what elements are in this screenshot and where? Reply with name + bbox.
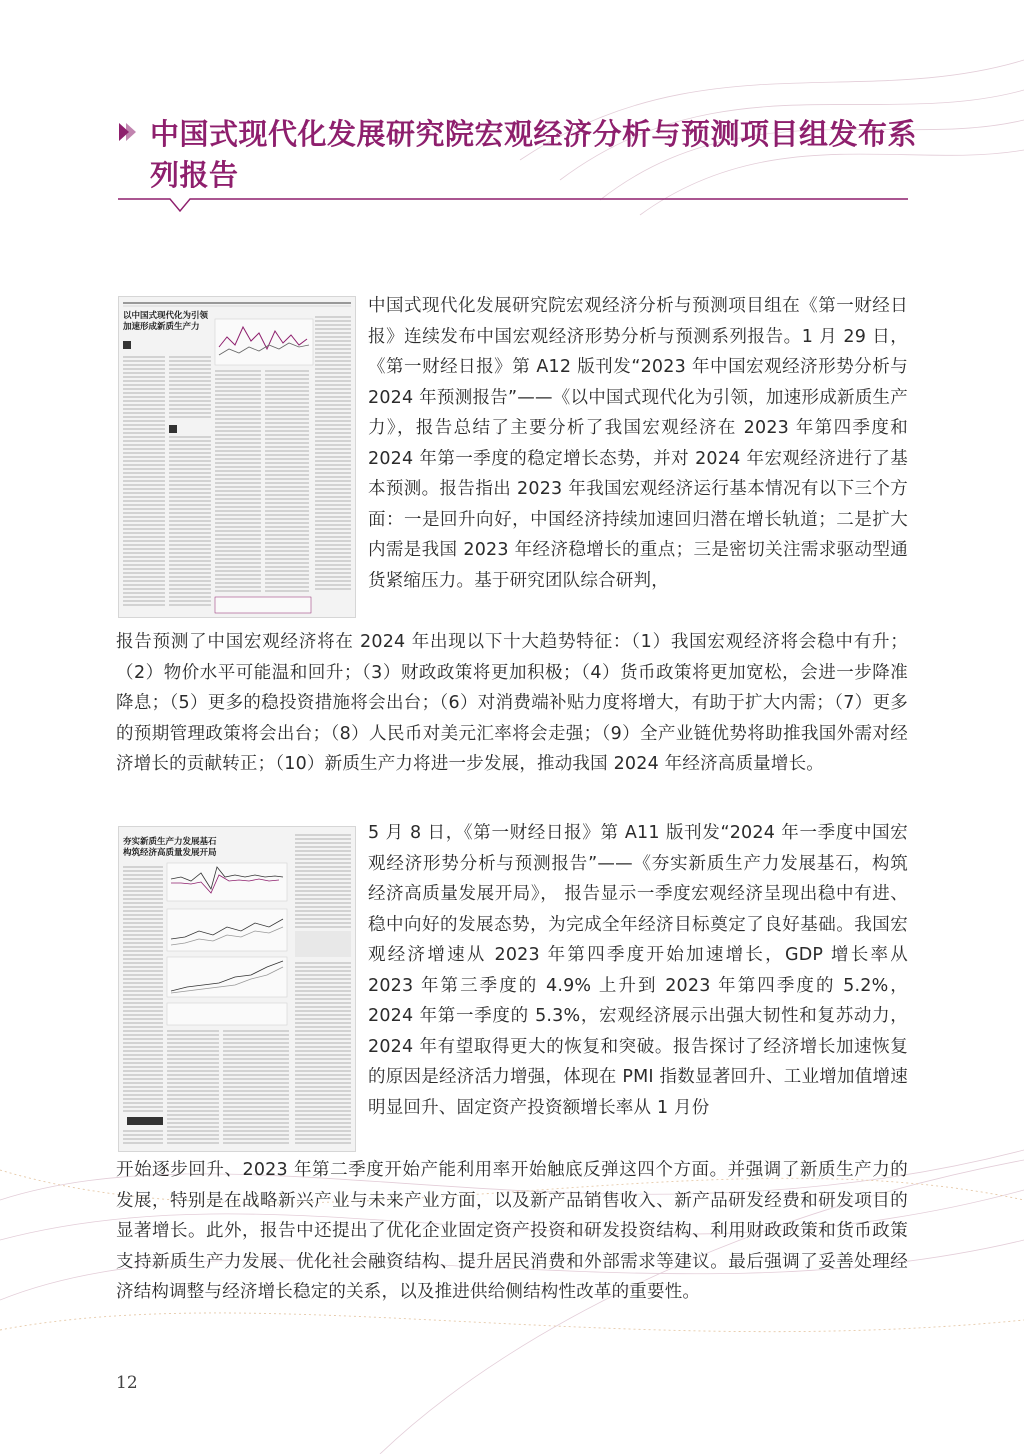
section1-paragraph-intro: 中国式现代化发展研究院宏观经济分析与预测项目组在《第一财经日报》连续发布中国宏观经济形势分析与预测系列报告。1 月 29 日，《第一财经日报》第 A12 版刊发“2023 年中国宏观经济形势分析与 2024 年预测报告”——《以中国式现代化为引领，加速形成新质生产力》，报告总结了主要分析了我国宏观经济在 2023 年第四季度和 2024 年第一季度的稳定增长态势，并对 2024 年宏观经济进行了基本预测。报告指出 2023 年我国宏观经济运行基本情况有以下三个方面：一是回升向好，中国经济持续加速回归潜在增长轨道；二是扩大内需是我国 2023 年经济稳增长的重点；三是密切关注需求驱动型通货紧缩压力。基于研究团队综合研判， — [368, 296, 908, 591]
thumbnail-headline: 夯实新质生产力发展基石 构筑经济高质量发展开局 — [123, 837, 217, 858]
section2-paragraph-analysis: 开始逐步回升、2023 年第二季度开始产能利用率开始触底反弹这四个方面。并强调了新质生产力的发展，特别是在战略新兴产业与未来产业方面，以及新产品销售收入、新产品研发经费和研发项目的显著增长。此外，报告中还提出了优化企业固定资产投资和研发投资结构、利用财政政策和货币政策支持新质生产力发展、优化社会融资结构、提升居民消费和外部需求等建议。最后强调了妥善处理经济结构调整与经济增长稳定的关系，以及推进供给侧结构性改革的重要性。 — [116, 1160, 908, 1302]
section2-paragraph-intro: 5 月 8 日，《第一财经日报》第 A11 版刊发“2024 年一季度中国宏观经济形势分析与预测报告”——《夯实新质生产力发展基石，构筑经济高质量发展开局》， 报告显示一季度宏观经济呈现出稳中有进、稳中向好的发展态势，为完成全年经济目标奠定了良好基础。我国宏观经济增速从 2023 年第四季度开始加速增长，GDP 增长率从 2023 年第三季度的 4.9% 上升到 2023 年第四季度的 5.2%，2024 年第一季度的 5.3%，宏观经济展示出强大韧性和复苏动力，2024 年有望取得更大的恢复和突破。报告探讨了经济增长加速恢复的原因是经济活力增强，体现在 PMI 指数显著回升、工业增加值增速明显回升、固定资产投资额增长率从 1 月份 — [368, 823, 908, 1118]
newspaper-thumbnail-1 — [118, 296, 356, 618]
page-title: 中国式现代化发展研究院宏观经济分析与预测项目组发布系列报告 — [150, 117, 918, 192]
thumbnail-headline: 以中国式现代化为引领 加速形成新质生产力 — [123, 311, 209, 332]
title-divider — [118, 195, 908, 219]
page-number: 12 — [116, 1373, 138, 1393]
newspaper-thumbnail-2 — [118, 826, 356, 1152]
section1-paragraph-forecast: 报告预测了中国宏观经济将在 2024 年出现以下十大趋势特征：（1）我国宏观经济将会稳中有升；（2）物价水平可能温和回升；（3）财政政策将更加积极；（4）货币政策将更加宽松，会进一步降准降息；（5）更多的稳投资措施将会出台；（6）对消费端补贴力度将增大，有助于扩大内需；（7）更多的预期管理政策将会出台；（8）人民币对美元汇率将会走强；（9）全产业链优势将助推我国外需对经济增长的贡献转正；（10）新质生产力将进一步发展，推动我国 2024 年经济高质量增长。 — [116, 632, 908, 774]
title-arrow-icon — [117, 120, 139, 144]
